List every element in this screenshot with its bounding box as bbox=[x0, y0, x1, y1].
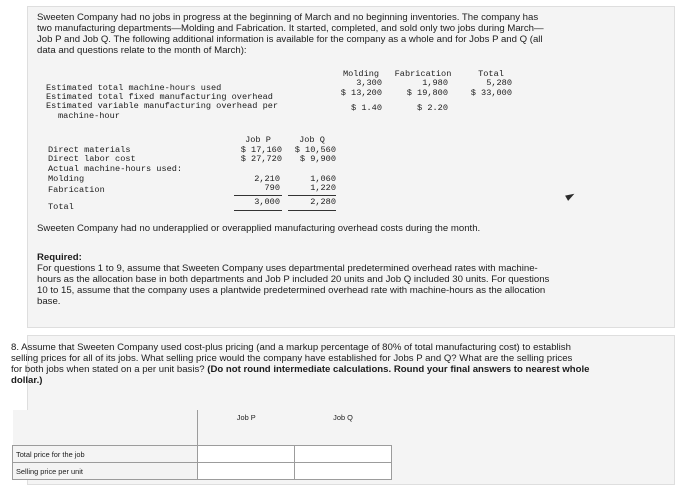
answer-row-label: Selling price per unit bbox=[13, 463, 198, 480]
job-header-q: Job Q bbox=[299, 135, 325, 145]
job-p-total-rule bbox=[234, 210, 282, 211]
job-row-label: Direct materials bbox=[48, 145, 131, 155]
answer-table bbox=[12, 410, 392, 480]
job-cell: 790 bbox=[264, 183, 280, 193]
answer-table-header bbox=[13, 410, 392, 446]
dept-cell: $ 1.40 bbox=[351, 103, 382, 113]
dept-cell: 3,300 bbox=[356, 78, 382, 88]
job-header-p: Job P bbox=[245, 135, 271, 145]
question-line-3 bbox=[11, 364, 589, 375]
job-row-label: Direct labor cost bbox=[48, 154, 136, 164]
intro-line-3: Job P and Job Q. The following additional information is available for the company as a whole and for Jobs P and Q (all bbox=[37, 34, 543, 45]
total-price-job-p-input[interactable] bbox=[198, 446, 295, 463]
answer-header-job-p: Job P bbox=[198, 410, 295, 446]
required-line-3: 10 to 15, assume that the company uses a plantwide predetermined overhead rate with machine-hours as the allocation bbox=[37, 285, 546, 296]
dept-cell: $ 2.20 bbox=[417, 103, 448, 113]
question-line-4: dollar.) bbox=[11, 375, 43, 386]
required-line-1: For questions 1 to 9, assume that Sweeten Company uses departmental predetermined overhead rates with machine- bbox=[37, 263, 538, 274]
job-cell: 2,280 bbox=[310, 197, 336, 207]
dept-header-total: Total bbox=[478, 69, 504, 79]
unit-price-job-q-input[interactable] bbox=[295, 463, 392, 480]
unit-price-job-p-input[interactable] bbox=[198, 463, 295, 480]
job-cell: 3,000 bbox=[254, 197, 280, 207]
question-line-2: selling prices for all of its jobs. What selling price would the company have established for Jobs P and Q? What are the selling prices bbox=[11, 353, 573, 364]
question-line-1: 8. Assume that Sweeten Company used cost-plus pricing (and a markup percentage of 80% of total manufacturing cost) to establish bbox=[11, 342, 571, 353]
required-line-4: base. bbox=[37, 296, 61, 307]
job-row-label: Total bbox=[48, 202, 74, 212]
dept-header-molding: Molding bbox=[342, 69, 380, 79]
job-p-subtotal-rule bbox=[234, 195, 282, 196]
job-q-total-rule bbox=[288, 210, 336, 211]
dept-header-fabrication: Fabrication bbox=[394, 69, 452, 79]
job-cell: $ 10,560 bbox=[294, 145, 336, 155]
job-cell: 1,220 bbox=[310, 183, 336, 193]
job-cell: $ 9,900 bbox=[299, 154, 336, 164]
job-cell: 1,060 bbox=[310, 174, 336, 184]
dept-row-label-cont: machine-hour bbox=[58, 111, 120, 121]
dept-cell: 5,280 bbox=[486, 78, 512, 88]
overhead-note: Sweeten Company had no underapplied or overapplied manufacturing overhead costs during the month. bbox=[37, 223, 481, 234]
job-cell: 2,210 bbox=[254, 174, 280, 184]
answer-row-label: Total price for the job bbox=[13, 446, 198, 463]
question-instruction: (Do not round intermediate calculations. Round your final answers to nearest whole bbox=[207, 364, 590, 375]
job-row-label: Actual machine-hours used: bbox=[48, 164, 183, 174]
required-title: Required: bbox=[37, 252, 82, 263]
required-line-2: hours as the allocation base in both departments and Job P included 20 units and Job Q included 30 units. For questions bbox=[37, 274, 550, 285]
answer-header-job-q: Job Q bbox=[295, 410, 392, 446]
dept-row-label: Estimated total machine-hours used bbox=[46, 83, 222, 93]
job-cell: $ 27,720 bbox=[240, 154, 282, 164]
answer-header-blank bbox=[13, 410, 198, 446]
intro-line-4: data and questions relate to the month of March): bbox=[37, 45, 247, 56]
answer-row-total-price bbox=[13, 446, 392, 463]
dept-row-label: Estimated variable manufacturing overhead per bbox=[46, 101, 279, 111]
dept-cell: $ 33,000 bbox=[470, 88, 512, 98]
job-row-label: Fabrication bbox=[48, 185, 105, 195]
question-line-3-text: for both jobs when stated on a per unit basis? bbox=[11, 364, 208, 375]
job-cell: $ 17,160 bbox=[240, 145, 282, 155]
total-price-job-q-input[interactable] bbox=[295, 446, 392, 463]
answer-row-price-per-unit bbox=[13, 463, 392, 480]
intro-line-1: Sweeten Company had no jobs in progress at the beginning of March and no beginning inventories. The company has bbox=[37, 12, 539, 23]
dept-cell: $ 13,200 bbox=[340, 88, 382, 98]
job-q-subtotal-rule bbox=[288, 195, 336, 196]
job-row-label: Molding bbox=[48, 174, 85, 184]
intro-line-2: two manufacturing departments—Molding and Fabrication. It started, completed, and sold only two jobs during March— bbox=[37, 23, 544, 34]
dept-cell: $ 19,800 bbox=[406, 88, 448, 98]
dept-cell: 1,980 bbox=[422, 78, 448, 88]
dept-row-label: Estimated total fixed manufacturing overhead bbox=[46, 92, 273, 102]
